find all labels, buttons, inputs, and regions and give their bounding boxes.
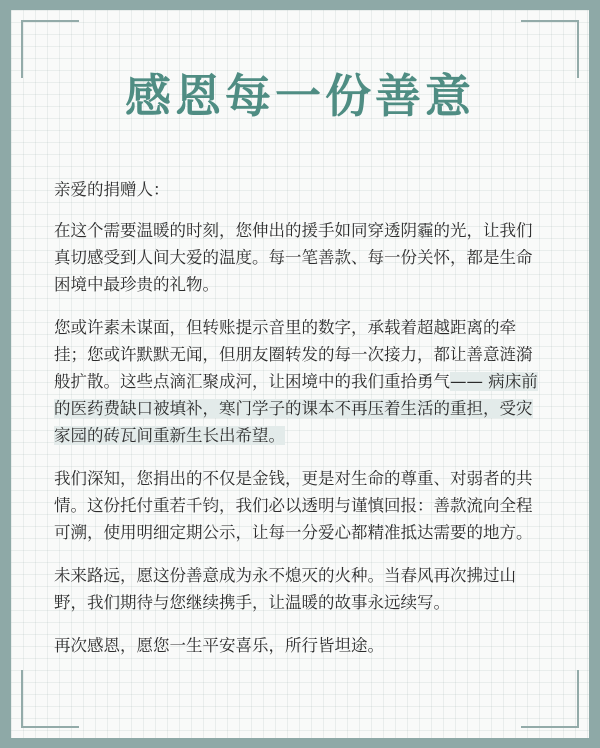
- paragraph-2-text: 您或许素未谋面，但转账提示音里的数字，承载着超越距离的牵挂；您或许默默无闻，但朋友圈转发的每一次接力，都让善意涟漪般扩散。这些点滴汇聚成河，让困境中的我们重拾勇气: [54, 318, 533, 391]
- paragraph-5: 再次感恩，愿您一生平安喜乐，所行皆坦途。: [54, 636, 384, 655]
- paragraph-1: 在这个需要温暖的时刻，您伸出的援手如同穿透阴霾的光，让我们真切感受到人间大爱的温度。每一笔善款、每一份关怀，都是生命困境中最珍贵的礼物。: [54, 221, 533, 294]
- paragraph-2: [54, 314, 544, 449]
- corner-bracket-bottom-left: [21, 670, 79, 728]
- paragraph-2-highlight: —— 病床前的医药费缺口被填补，寒门学子的课本不再压着生活的重担，受灾家园的砖瓦间重新生长出希望。: [54, 372, 538, 445]
- corner-bracket-bottom-right: [521, 670, 579, 728]
- salutation: 亲爱的捐赠人：: [54, 180, 170, 199]
- page-title: 感恩每一份善意: [125, 69, 475, 123]
- paragraph-4: 未来路远，愿这份善意成为永不熄灭的火种。当春风再次拂过山野，我们期待与您继续携手，让温暖的故事永远续写。: [54, 566, 516, 612]
- letter-card: [11, 10, 589, 738]
- paragraph-3: 我们深知，您捐出的不仅是金钱，更是对生命的尊重、对弱者的共情。这份托付重若千钧，我们必以透明与谨慎回报：善款流向全程可溯，使用明细定期公示，让每一分爱心都精准抵达需要的地方。: [54, 469, 533, 542]
- letter-body: [54, 176, 544, 675]
